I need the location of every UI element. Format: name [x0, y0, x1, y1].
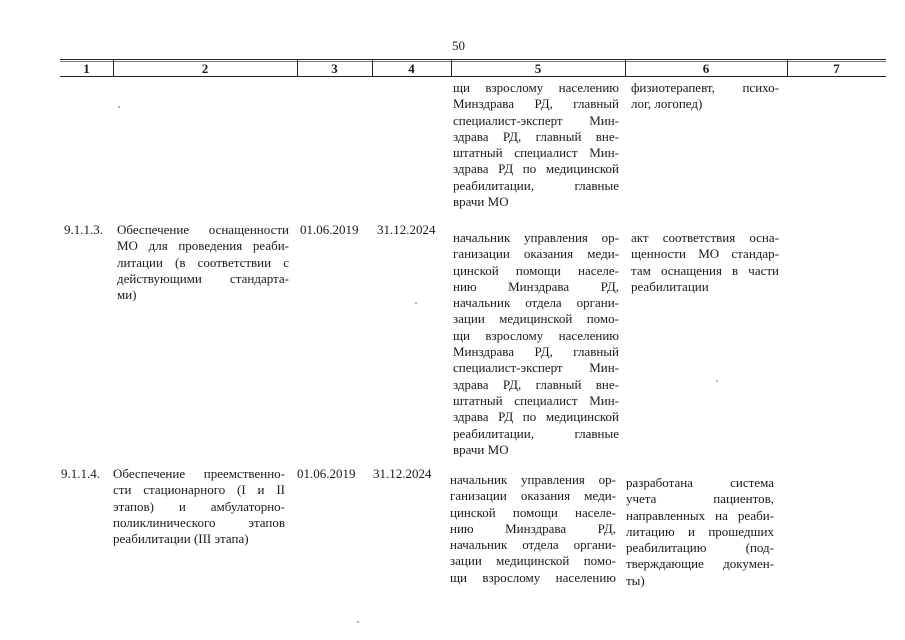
header-bottom-rule [60, 76, 886, 77]
text-line: лог, логопед) [631, 96, 703, 112]
scan-speck [118, 106, 120, 108]
text-line: действующими стандарта- [117, 270, 289, 286]
end-date: 31.12.2024 [377, 222, 436, 237]
text-line: ганизации оказания меди- [450, 488, 616, 504]
text-line: учета пациентов, [626, 491, 774, 507]
text-line: начальник управления ор- [453, 230, 619, 245]
text-line: реабилитации, главные [453, 177, 619, 193]
column-header-6: 6 [702, 61, 710, 76]
text-line: начальник отдела органи- [450, 537, 616, 553]
text-line: Обеспечение преемственно- [113, 466, 285, 481]
text-line: литации (в соответствии с [117, 254, 289, 270]
text-line: зации медицинской помо- [450, 553, 616, 569]
text-line: реабилитации (III этапа) [113, 531, 249, 547]
text-line: ты) [626, 572, 645, 588]
column-header-4: 4 [408, 61, 415, 76]
continuation-responsible [453, 80, 619, 210]
text-line: зации медицинской помо- [453, 311, 619, 327]
text-line: реабилитацию (под- [626, 540, 774, 556]
text-line: физиотерапевт, психо- [631, 80, 779, 95]
text-line: там оснащения в части [631, 262, 779, 278]
text-line: щи взрослому населению [453, 327, 619, 343]
text-line: здрава РД, главный вне- [453, 128, 619, 144]
text-line: начальник отдела органи- [453, 295, 619, 311]
text-line: цинской помощи населе- [453, 262, 619, 278]
text-line: Обеспечение оснащенности [117, 222, 289, 237]
text-line: Минздрава РД, главный [453, 344, 619, 360]
column-header-1: 1 [83, 61, 90, 76]
text-line: Минздрава РД, главный [453, 96, 619, 112]
row-code: 9.1.1.4. [61, 466, 100, 481]
scan-speck [415, 302, 417, 304]
text-line: начальник управления ор- [450, 472, 616, 487]
text-line: акт соответствия осна- [631, 230, 779, 245]
column-header-5: 5 [534, 61, 542, 76]
text-line: разработана система [626, 475, 774, 490]
row-title [117, 222, 289, 303]
text-line: поликлинического этапов [113, 514, 285, 530]
scan-speck [716, 380, 718, 382]
row-title [113, 466, 285, 547]
text-line: нию Минздрава РД, [453, 278, 619, 294]
end-date: 31.12.2024 [373, 466, 432, 481]
text-line: врачи МО [453, 441, 509, 457]
text-line: ми) [117, 287, 137, 303]
row-result [626, 475, 774, 589]
text-line: ганизации оказания меди- [453, 246, 619, 262]
text-line: здрава РД, главный вне- [453, 376, 619, 392]
text-line: реабилитации, главные [453, 425, 619, 441]
text-line: литацию и прошедших [626, 523, 774, 539]
text-line: здрава РД по медицинской [453, 409, 619, 425]
text-line: здрава РД по медицинской [453, 161, 619, 177]
continuation-result [631, 80, 779, 113]
text-line: тверждающие докумен- [626, 556, 774, 572]
text-line: специалист-эксперт Мин- [453, 112, 619, 128]
scan-speck [357, 621, 359, 623]
row-responsible [450, 472, 616, 586]
row-code: 9.1.1.3. [64, 222, 103, 237]
text-line: цинской помощи населе- [450, 504, 616, 520]
text-line: МО для проведения реаби- [117, 238, 289, 254]
text-line: щенности МО стандар- [631, 246, 779, 262]
start-date: 01.06.2019 [300, 222, 359, 237]
header-top-rule [60, 59, 886, 60]
text-line: сти стационарного (I и II [113, 482, 285, 498]
start-date: 01.06.2019 [297, 466, 356, 481]
text-line: направленных на реаби- [626, 507, 774, 523]
column-header-3: 3 [331, 61, 338, 76]
row-result [631, 230, 779, 295]
text-line: нию Минздрава РД, [450, 520, 616, 536]
text-line: специалист-эксперт Мин- [453, 360, 619, 376]
column-header-2: 2 [201, 61, 209, 76]
page-number: 50 [452, 38, 465, 53]
text-line: этапов) и амбулаторно- [113, 498, 285, 514]
text-line: реабилитации [631, 278, 709, 294]
column-header-7: 7 [833, 61, 840, 76]
text-line: штатный специалист Мин- [453, 145, 619, 161]
text-line: штатный специалист Мин- [453, 392, 619, 408]
text-line: щи взрослому населению [450, 569, 616, 585]
text-line: врачи МО [453, 194, 509, 210]
text-line: щи взрослому населению [453, 80, 619, 95]
row-responsible [453, 230, 619, 458]
